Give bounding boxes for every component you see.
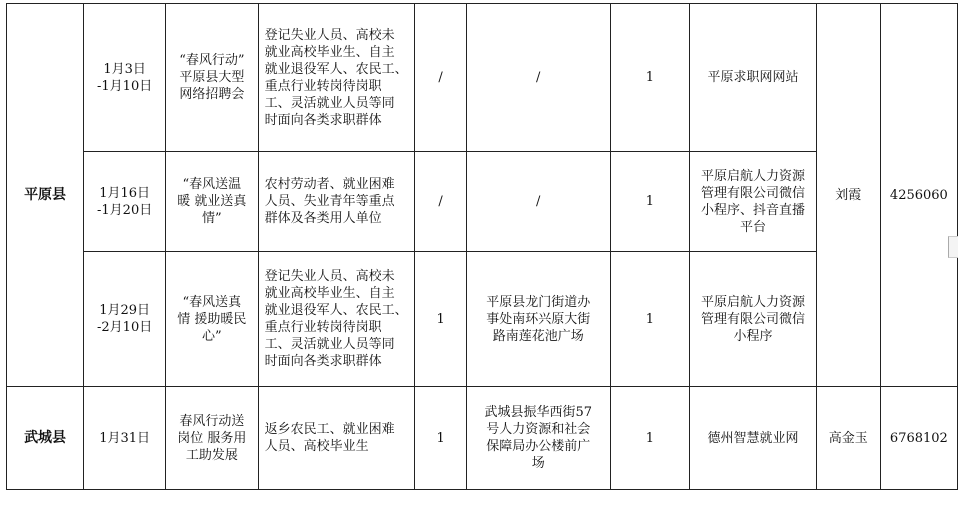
audience-cell: 登记失业人员、高校未 就业高校毕业生、自主 就业退役军人、农民工、 重点行业转岗待岗职 工、灵活就业人员等同 时面向各类求职群体	[258, 4, 415, 152]
online-count-cell: 1	[610, 4, 690, 152]
county-cell: 平原县	[7, 4, 84, 387]
onsite-count-cell: 1	[415, 387, 467, 490]
table-row	[7, 387, 958, 490]
phone-cell: 6768102	[880, 387, 957, 490]
event-name-cell: 春风行动送 岗位 服务用 工助发展	[166, 387, 258, 490]
table-row	[7, 152, 958, 252]
table-row	[7, 4, 958, 152]
event-name-cell: “春风行动” 平原县大型 网络招聘会	[166, 4, 258, 152]
online-platform-cell: 平原求职网网站	[690, 4, 817, 152]
event-name-cell: “春风送真 情 援助暖民 心”	[166, 252, 258, 387]
online-count-cell: 1	[610, 252, 690, 387]
date-cell: 1月31日	[84, 387, 166, 490]
phone-cell: 4256060	[880, 4, 957, 387]
table-row	[7, 252, 958, 387]
online-count-cell: 1	[610, 387, 690, 490]
event-name-cell: “春风送温 暖 就业送真 情”	[166, 152, 258, 252]
county-cell: 武城县	[7, 387, 84, 490]
venue-cell: 平原县龙门街道办 事处南环兴原大街 路南莲花池广场	[466, 252, 610, 387]
contact-person-cell: 刘霞	[816, 4, 880, 387]
scroll-edge-handle[interactable]	[948, 236, 958, 258]
venue-cell: /	[466, 152, 610, 252]
audience-cell: 登记失业人员、高校未 就业高校毕业生、自主 就业退役军人、农民工、 重点行业转岗待岗职 工、灵活就业人员等同 时面向各类求职群体	[258, 252, 415, 387]
online-platform-cell: 德州智慧就业网	[690, 387, 817, 490]
venue-cell: 武城县振华西街57 号人力资源和社会 保障局办公楼前广 场	[466, 387, 610, 490]
audience-cell: 返乡农民工、就业困难 人员、高校毕业生	[258, 387, 415, 490]
job-fair-table	[6, 3, 958, 490]
online-count-cell: 1	[610, 152, 690, 252]
onsite-count-cell: 1	[415, 252, 467, 387]
onsite-count-cell: /	[415, 4, 467, 152]
date-cell: 1月16日 -1月20日	[84, 152, 166, 252]
onsite-count-cell: /	[415, 152, 467, 252]
online-platform-cell: 平原启航人力资源 管理有限公司微信 小程序	[690, 252, 817, 387]
online-platform-cell: 平原启航人力资源 管理有限公司微信 小程序、抖音直播 平台	[690, 152, 817, 252]
audience-cell: 农村劳动者、就业困难 人员、失业青年等重点 群体及各类用人单位	[258, 152, 415, 252]
date-cell: 1月29日 -2月10日	[84, 252, 166, 387]
venue-cell: /	[466, 4, 610, 152]
date-cell: 1月3日 -1月10日	[84, 4, 166, 152]
contact-person-cell: 高金玉	[816, 387, 880, 490]
